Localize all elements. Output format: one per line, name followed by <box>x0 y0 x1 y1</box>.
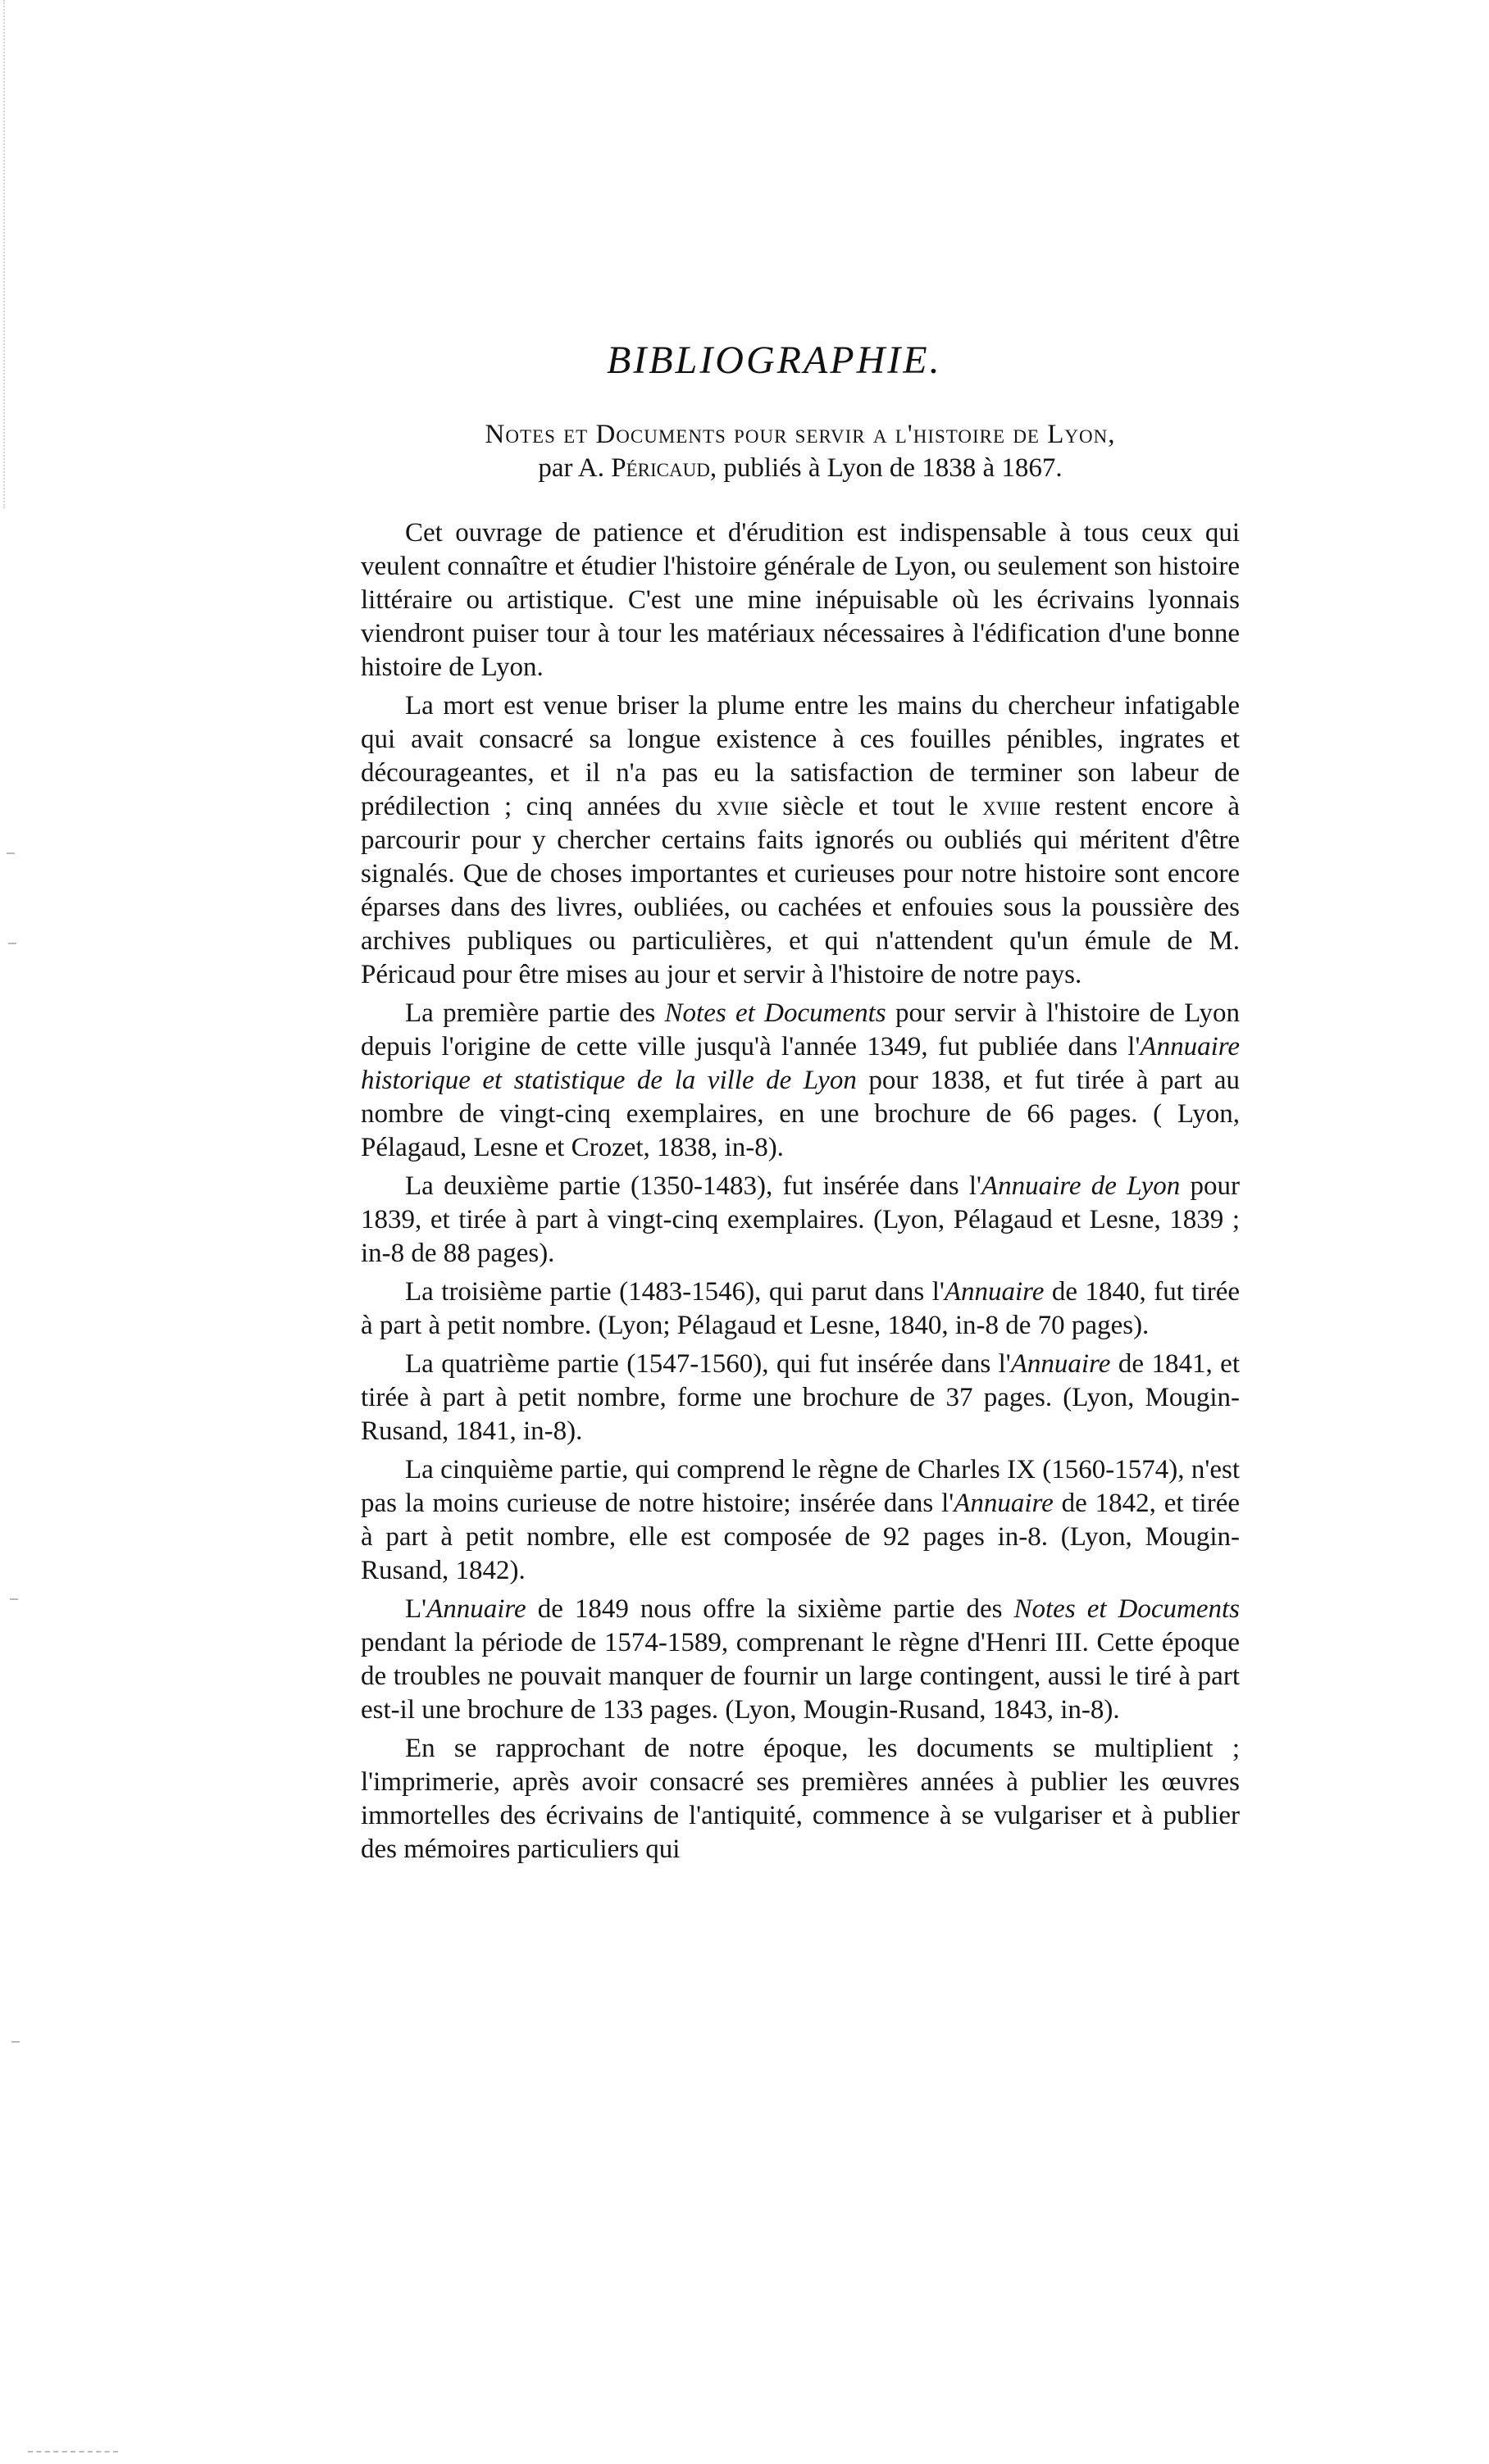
subtitle-line-2 <box>361 452 1240 485</box>
paragraph-text: La troisième partie (1483-1546), qui parut dans l' <box>405 1277 945 1307</box>
italic-title: Notes et Documents <box>664 998 886 1028</box>
paragraph <box>361 1170 1240 1271</box>
paragraph <box>361 689 1240 992</box>
paragraph-text: La mort est venue briser la plume entre les mains du chercheur infatigable qui avait consacré sa longue existence à ces fouilles pénibles, ingrates et décourageantes, et il n'a pas eu la satisfaction de terminer son labeur de prédilection ; cinq années du <box>361 691 1240 821</box>
subtitle <box>361 418 1240 485</box>
paragraph <box>361 1348 1240 1448</box>
scan-mark <box>10 1598 18 1600</box>
paragraph-text: e siècle et tout le <box>756 792 983 821</box>
paragraph-text: de 1840, fut tirée à part à petit nombre. (Lyon; Pélagaud et Lesne, 1840, in-8 de 70 pages). <box>361 1277 1240 1340</box>
paragraph-text: de 1841, et tirée à part à petit nombre, forme une brochure de 37 pages. (Lyon, Mougin-Rusand, 1841, in-8). <box>361 1349 1240 1446</box>
paragraph-text: La quatrième partie (1547-1560), qui fut insérée dans l' <box>405 1349 1011 1379</box>
paragraph <box>361 1593 1240 1727</box>
small-caps-text: xvii <box>716 792 757 821</box>
paragraph-text: En se rapprochant de notre époque, les documents se multiplient ; l'imprimerie, après avoir consacré ses premières années à publier les œuvres immortelles des écrivains de l'antiquité, commence à se vulgariser et à publier des mémoires particuliers qui <box>361 1734 1240 1864</box>
scan-mark <box>11 2041 20 2043</box>
italic-title: Notes et Documents <box>1013 1594 1241 1624</box>
author-name: Péricaud <box>611 453 710 483</box>
paragraph <box>361 1275 1240 1343</box>
italic-title: Annuaire <box>944 1277 1045 1307</box>
paragraph <box>361 1732 1240 1866</box>
paragraph <box>361 1453 1240 1588</box>
italic-title: Annuaire historique et statistique de la ville de Lyon <box>361 1032 1240 1095</box>
subtitle-prefix: par A. <box>538 453 604 483</box>
subtitle-line-1: Notes et Documents pour servir a l'histoire de Lyon, <box>485 420 1116 449</box>
page-heading: BIBLIOGRAPHIE. <box>607 339 942 382</box>
italic-title: Annuaire <box>426 1594 526 1624</box>
paragraph <box>361 997 1240 1165</box>
italic-title: Annuaire <box>954 1489 1054 1518</box>
paragraph-text: L' <box>405 1594 427 1624</box>
paragraph-text: de 1849 nous offre la sixième partie des <box>526 1594 1014 1624</box>
scan-mark <box>8 943 16 944</box>
paragraph-text: pour 1838, et fut tirée à part au nombre de vingt-cinq exemplaires, en une brochure de 66 pages. ( Lyon, Pélagaud, Lesne et Crozet, 1838, in-8). <box>361 1066 1241 1162</box>
paragraph-text: La deuxième partie (1350-1483), fut insérée dans l' <box>405 1171 981 1201</box>
paragraph-list <box>361 516 1240 1866</box>
paragraph-text: e restent encore à parcourir pour y chercher certains faits ignorés ou oubliés qui méritent d'être signalés. Que de choses importantes et curieuses pour notre histoire sont encore éparses dans des livres, oubliées, ou cachées et enfouies sous la poussière des archives publiques ou particulières, et qui n'attendent qu'un émule de M. Péricaud pour être mises au jour et servir à l'histoire de notre pays. <box>361 792 1240 989</box>
paragraph-text: pendant la période de 1574-1589, comprenant le règne d'Henri III. Cette époque de troubles ne pouvait manquer de fournir un large contingent, aussi le tiré à part est-il une brochure de 133 pages. (Lyon, Mougin-Rusand, 1843, in-8). <box>361 1628 1240 1725</box>
paragraph-text: Cet ouvrage de patience et d'érudition est indispensable à tous ceux qui veulent connaître et étudier l'histoire générale de Lyon, ou seulement son histoire littéraire ou artistique. C'est une mine inépuisable où les écrivains lyonnais viendront puiser tour à tour les matériaux nécessaires à l'édification d'une bonne histoire de Lyon. <box>361 518 1240 682</box>
paragraph-text: pour 1839, et tirée à part à vingt-cinq exemplaires. (Lyon, Pélagaud et Lesne, 1839 ; in-8 de 88 pages). <box>361 1171 1240 1268</box>
scan-mark <box>7 852 15 854</box>
text-body <box>361 418 1240 1871</box>
paragraph <box>361 516 1240 684</box>
paragraph-text: de 1842, et tirée à part à petit nombre, elle est composée de 92 pages in-8. (Lyon, Mougin-Rusand, 1842). <box>361 1489 1240 1585</box>
small-caps-text: xviii <box>982 792 1029 821</box>
paragraph-text: pour servir à l'histoire de Lyon depuis l'origine de cette ville jusqu'à l'année 1349, fut publiée dans l' <box>361 998 1241 1062</box>
paragraph-text: La première partie des <box>405 998 665 1028</box>
subtitle-suffix: , publiés à Lyon de 1838 à 1867. <box>709 453 1063 483</box>
scan-edge-noise <box>3 0 23 508</box>
bottom-scan-rule <box>28 2451 118 2454</box>
paragraph-text: La cinquième partie, qui comprend le règne de Charles IX (1560-1574), n'est pas la moins curieuse de notre histoire; insérée dans l' <box>361 1455 1240 1518</box>
italic-title: Annuaire de Lyon <box>981 1171 1181 1201</box>
italic-title: Annuaire <box>1010 1349 1111 1379</box>
